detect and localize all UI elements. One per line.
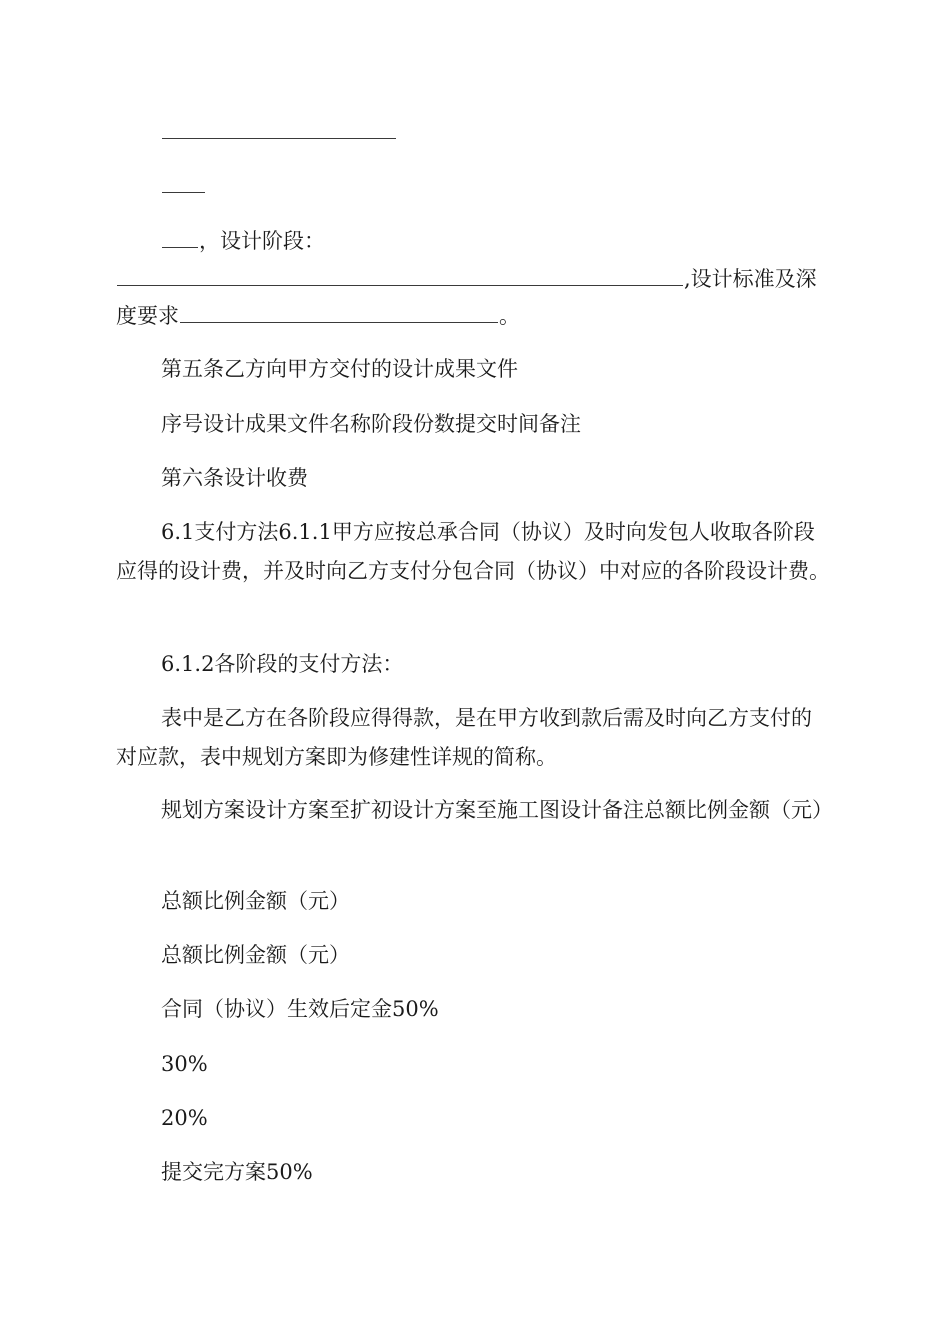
article-5-heading: 第五条乙方向甲方交付的设计成果文件 [161,357,518,381]
blank-stage [162,233,198,248]
blank-line-2 [162,192,205,193]
article-5-columns: 序号设计成果文件名称阶段份数提交时间备注 [161,412,581,436]
blank-standard [117,271,683,286]
table-header-line: 规划方案设计方案至扩初设计方案至施工图设计备注总额比例金额（元） [161,798,833,822]
row-deposit: 合同（协议）生效后定金50% [161,997,439,1021]
row-30-percent: 30% [161,1052,208,1076]
row-20-percent: 20% [161,1106,208,1130]
subheader-1: 总额比例金额（元） [161,889,350,913]
depth-requirement-line: 度要求 。 [116,304,520,328]
payment-note: 表中是乙方在各阶段应得得款，是在甲方收到款后需及时向乙方支付的对应款，表中规划方案即为修建性详规的简称。 [116,706,812,769]
row-submit-plan: 提交完方案50% [161,1160,313,1184]
design-stage-line: ，设计阶段： [116,222,831,261]
design-standard-line: ,设计标准及深 [116,260,831,299]
blank-depth [180,308,498,323]
clause-6-1: 6.1支付方法6.1.1甲方应按总承合同（协议）及时向发包人收取各阶段应得的设计费，并及时向乙方支付分包合同（协议）中对应的各阶段设计费。 [116,520,830,583]
blank-line-1 [162,138,396,139]
article-6-heading: 第六条设计收费 [161,466,308,490]
subheader-2: 总额比例金额（元） [161,943,350,967]
clause-6-1-2: 6.1.2各阶段的支付方法： [161,652,404,676]
